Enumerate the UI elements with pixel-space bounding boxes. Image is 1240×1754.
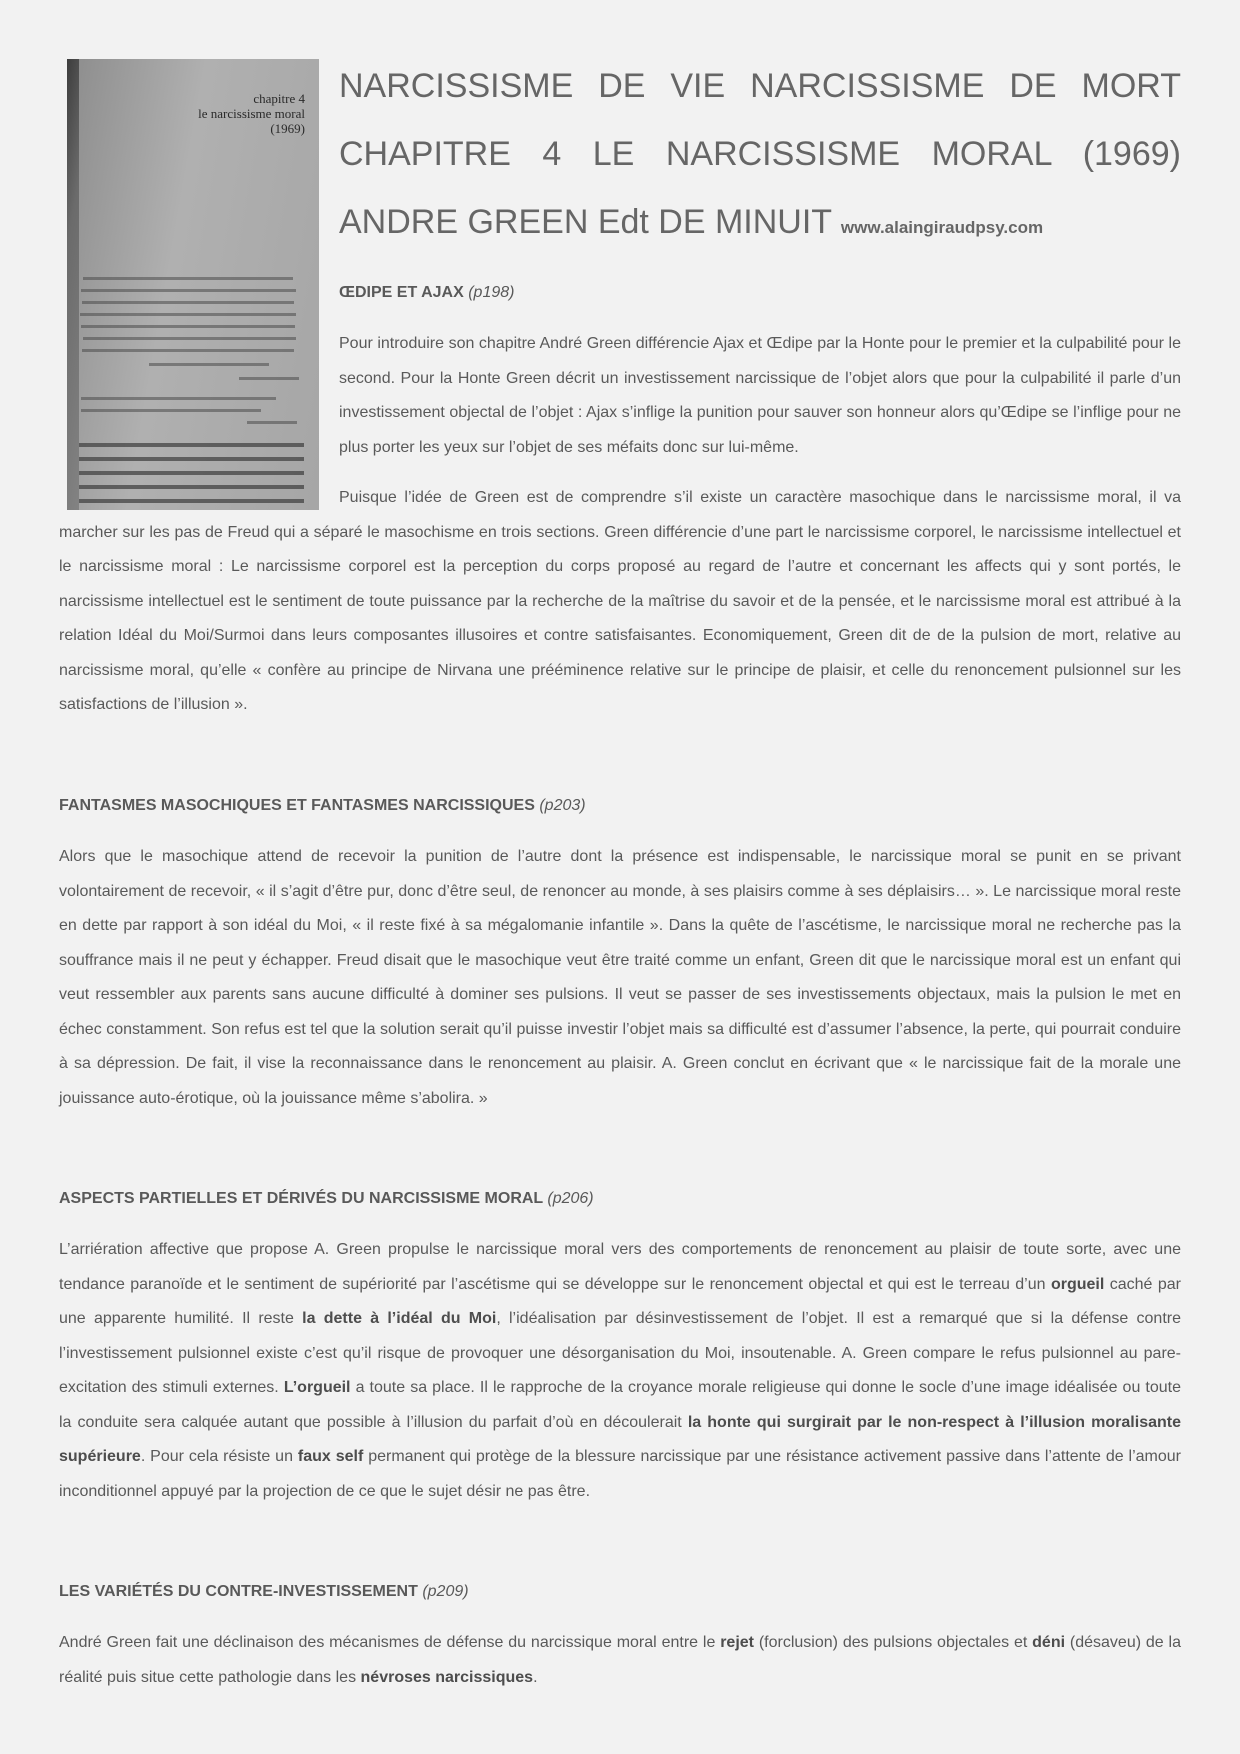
- emphasis-deni: déni: [1032, 1634, 1066, 1651]
- title-text: NARCISSISME DE VIE NARCISSISME DE MORT CHAPITRE 4 LE NARCISSISME MORAL (1969) ANDRE GREEN Edt DE MINUIT: [339, 67, 1181, 241]
- emphasis-orgueil: orgueil: [1050, 1275, 1105, 1293]
- section-heading-fantasmes: FANTASMES MASOCHIQUES ET FANTASMES NARCISSIQUES (p203): [59, 797, 586, 814]
- paragraph-fantasmes: Alors que le masochique attend de recevoir la punition de l’autre dont la présence est indispensable, le narcissique moral se punit en se privant volontairement de recevoir, « il s’agit d’être pur, donc d’être seul, de renoncer au monde, à ses plaisirs comme à ses déplaisirs… ». Le narcissique moral reste en dette par rapport à son idéal du Moi, « il reste fixé à sa mégalomanie infantile ». Dans la quête de l’ascétisme, le narcissique moral ne recherche pas la souffrance mais il ne peut y échapper. Freud disait que le masochique veut être traité comme un enfant, Green dit que le narcissique moral est un enfant qui veut ressembler aux parents sans aucune difficulté à dominer ses pulsions. Il veut se passer de ses investissements objectaux, mais la pulsion le met en échec constamment. Son refus est tel que la solution serait qu’il puisse investir l’objet mais sa difficulté est d’assumer l’absence, la perte, qui pourrait conduire à sa dépression. De fait, il vise la reconnaissance dans le renoncement au plaisir. A. Green conclut en écrivant que « le narcissique fait de la morale une jouissance auto-érotique, où la jouissance même s’abolira. »: [59, 848, 1181, 1107]
- paragraph-contre-investissement: André Green fait une déclinaison des mécanismes de défense du narcissique moral entre le rejet (forclusion) des pulsions objectales et déni (désaveu) de la réalité puis situe cette pathologie dans les névroses narcissiques.: [59, 1634, 1182, 1686]
- page-reference: (p209): [422, 1583, 469, 1600]
- book-chapter-title: le narcissisme moral: [198, 106, 305, 121]
- page-reference: (p206): [547, 1190, 594, 1207]
- book-chapter-number: chapitre 4: [253, 91, 305, 106]
- section-heading-oedipe-ajax: ŒDIPE ET AJAX (p198): [339, 284, 515, 301]
- section-heading-aspects-partielles: ASPECTS PARTIELLES ET DÉRIVÉS DU NARCISSISME MORAL (p206): [59, 1190, 594, 1207]
- paragraph-aspects-partielles: L’arriération affective que propose A. Green propulse le narcissique moral vers des comportements de renoncement au plaisir de toute sorte, avec une tendance paranoïde et le sentiment de supériorité par l’ascétisme qui se développe sur le renoncement objectal et qui est le terreau d’un orgueil caché par une apparente humilité. Il reste la dette à l’idéal du Moi, l’idéalisation par désinvestissement de l’objet. Il est a remarqué que si la défense contre l’investissement pulsionnel existe c’est qu’il risque de provoquer une désorganisation du Moi, insoutenable. A. Green compare le refus pulsionnel au pare-excitation des stimuli externes. L’orgueil a toute sa place. Il le rapproche de la croyance morale religieuse qui donne le socle d’une image idéalisée ou toute la conduite sera calquée autant que possible à l’illusion du parfait d’où en découlerait la honte qui surgirait par le non-respect à l’illusion moralisante supérieure. Pour cela résiste un faux self permanent qui protège de la blessure narcissique par une résistance activement passive dans l’attente de l’amour inconditionnel appuyé par la projection de ce que le sujet désir ne pas être.: [59, 1241, 1182, 1500]
- emphasis-l-orgueil: L’orgueil: [283, 1379, 351, 1396]
- document-title: [339, 52, 1181, 262]
- book-page-photo: [67, 59, 319, 510]
- emphasis-rejet: rejet: [720, 1634, 754, 1651]
- emphasis-faux-self: faux self: [297, 1448, 364, 1465]
- emphasis-dette-ideal: la dette à l’idéal du Moi: [302, 1310, 497, 1327]
- section-heading-contre-investissement: LES VARIÉTÉS DU CONTRE-INVESTISSEMENT (p209): [59, 1583, 469, 1600]
- book-chapter-year: (1969): [270, 121, 305, 136]
- paragraph-oedipe-ajax-1: Pour introduire son chapitre André Green différencie Ajax et Œdipe par la Honte pour le premier et la culpabilité pour le second. Pour la Honte Green décrit un investissement narcissique de l’objet alors que pour la culpabilité il parle d’un investissement objectal de l’objet : Ajax s’inflige la punition pour sauver son honneur alors qu’Œdipe se l’inflige pour ne plus porter les yeux sur l’objet de ses méfaits donc sur lui-même.: [339, 335, 1181, 456]
- emphasis-nevroses: névroses narcissiques: [360, 1668, 534, 1686]
- book-chapter-heading: [198, 91, 305, 136]
- page-reference: (p198): [468, 284, 515, 301]
- emphasis-honte: la honte qui surgirait par le non-respect à l’illusion moralisante supérieure: [59, 1413, 1181, 1465]
- book-page-paper: [79, 59, 319, 510]
- website-link[interactable]: www.alaingiraudpsy.com: [840, 218, 1044, 237]
- paragraph-oedipe-ajax-2: Puisque l’idée de Green est de comprendre s’il existe un caractère masochique dans le narcissisme moral, il va marcher sur les pas de Freud qui a séparé le masochisme en trois sections. Green différencie d’une part le narcissisme corporel, le narcissisme intellectuel et le narcissisme moral : Le narcissisme corporel est la perception du corps proposé au regard de l’autre et concernant les affects qui y sont portés, le narcissisme intellectuel est le sentiment de toute puissance par la recherche de la maîtrise du savoir et de la pensée, et le narcissisme moral est attribué à la relation Idéal du Moi/Surmoi dans leurs composantes illusoires et contre satisfaisantes. Economiquement, Green dit de de la pulsion de mort, relative au narcissisme moral, qu’elle « confère au principe de Nirvana une prééminence relative sur le principe de plaisir, et celle du renoncement pulsionnel sur les satisfactions de l’illusion ».: [59, 489, 1181, 713]
- page-reference: (p203): [539, 797, 586, 814]
